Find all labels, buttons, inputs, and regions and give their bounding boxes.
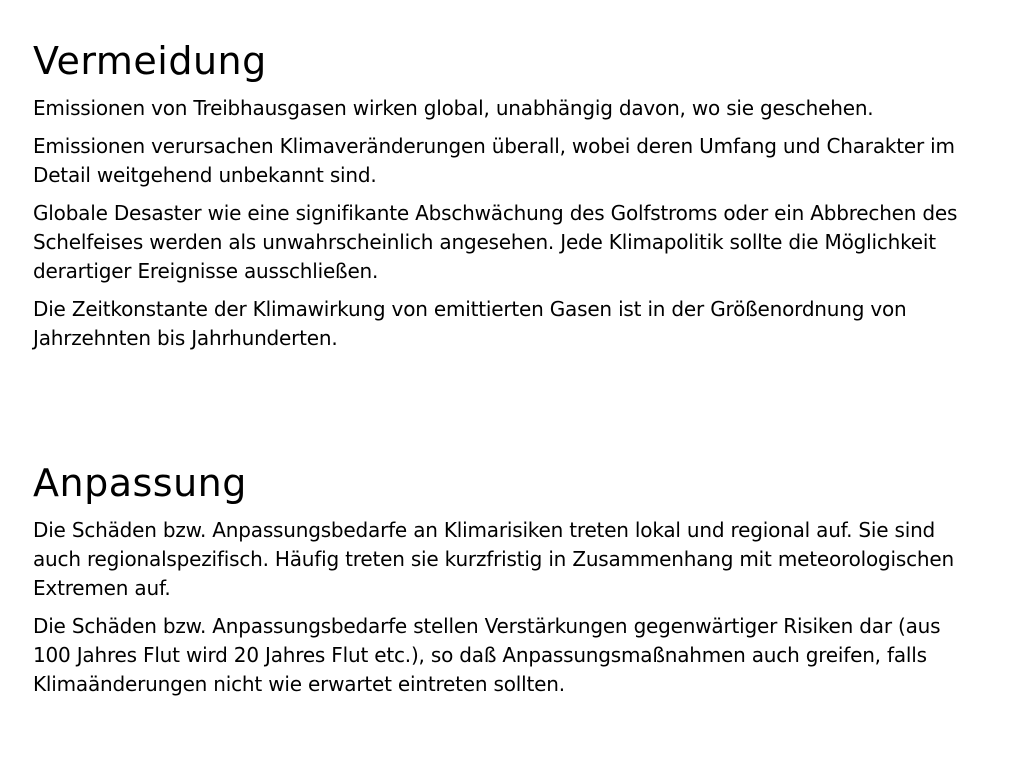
paragraph: Die Schäden bzw. Anpassungsbedarfe stellen Verstärkungen gegenwärtiger Risiken dar (aus 100 Jahres Flut wird 20 Jahres Flut etc.), so daß Anpassungsmaßnahmen auch greifen, falls Klimaänderungen nicht wie erwartet eintreten sollten. [33,614,941,696]
paragraph: Emissionen von Treibhausgasen wirken global, unabhängig davon, wo sie geschehen. [33,96,874,120]
paragraph: Globale Desaster wie eine signifikante Abschwächung des Golfstroms oder ein Abbrechen des Schelfeises werden als unwahrscheinlich angesehen. Jede Klimapolitik sollte die Möglichkeit derartiger Ereignisse ausschließen. [33,201,958,283]
section-anpassung [33,458,983,708]
paragraph: Emissionen verursachen Klimaveränderungen überall, wobei deren Umfang und Charakter im Detail weitgehend unbekannt sind. [33,134,955,187]
section-vermeidung [33,36,983,362]
paragraph: Die Zeitkonstante der Klimawirkung von emittierten Gasen ist in der Größenordnung von Jahrzehnten bis Jahrhunderten. [33,297,907,350]
section-heading: Anpassung [33,461,247,505]
section-heading: Vermeidung [33,39,267,83]
paragraph: Die Schäden bzw. Anpassungsbedarfe an Klimarisiken treten lokal und regional auf. Sie sind auch regionalspezifisch. Häufig treten sie kurzfristig in Zusammenhang mit meteorologischen Extremen auf. [33,518,954,600]
